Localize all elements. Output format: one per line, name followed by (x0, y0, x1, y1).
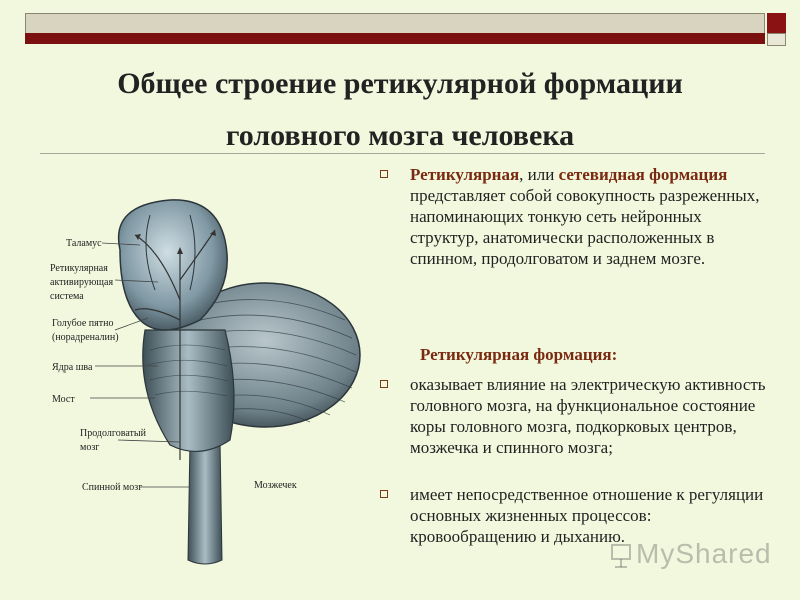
definition-body: представляет собой совокупность разреженных, напоминающих тонкую сеть нейронных структур, анатомически расположенных в спинном, продолговатом и заднем мозге. (410, 186, 760, 268)
title-line-1: Общее строение ретикулярной формации (117, 67, 683, 100)
bullet-definition (378, 164, 778, 269)
definition-connector: , или (519, 165, 559, 184)
label-ras-3: система (50, 291, 84, 302)
slide-title (40, 58, 760, 162)
corner-accent (767, 13, 786, 33)
brainstem-illustration (40, 190, 370, 580)
definition-text (410, 164, 770, 269)
watermark-text: MyShared (636, 538, 772, 569)
label-locus-1: Голубое пятно (52, 318, 114, 329)
square-bullet-icon (380, 170, 388, 178)
term-network: сетевидная формация (558, 165, 728, 184)
label-ras-2: активирующая (50, 277, 114, 288)
corner-box (767, 33, 786, 46)
header-band (25, 13, 765, 35)
term-reticular: Ретикулярная (410, 165, 520, 184)
square-bullet-icon (380, 490, 388, 498)
label-cerebellum: Мозжечек (254, 480, 297, 491)
label-thalamus: Таламус (66, 238, 102, 249)
section-heading: Ретикулярная формация: (420, 345, 618, 364)
label-locus-2: (норадреналин) (52, 332, 119, 343)
label-medulla-2: мозг (80, 442, 100, 453)
square-bullet-icon (380, 380, 388, 388)
influence-text: оказывает влияние на электрическую активность головного мозга, на функциональное состояние коры головного мозга, подкорковых центров, мозжечка и спинного мозга; (410, 375, 766, 457)
title-divider (40, 153, 765, 154)
label-raphe: Ядра шва (52, 362, 93, 373)
regulation-text: имеет непосредственное отношение к регуляции основных жизненных процессов: кровообращению и дыханию. (410, 485, 764, 546)
label-spinal-cord: Спинной мозг (82, 482, 143, 493)
bullet-influence (378, 374, 778, 458)
header-accent-line (25, 33, 765, 44)
label-medulla-1: Продолговатый (80, 428, 146, 439)
label-ras-1: Ретикулярная (50, 263, 108, 274)
brainstem-drawing (40, 190, 370, 580)
label-pons: Мост (52, 394, 75, 405)
presentation-icon (610, 543, 632, 569)
title-line-2: головного мозга человека (225, 119, 575, 152)
